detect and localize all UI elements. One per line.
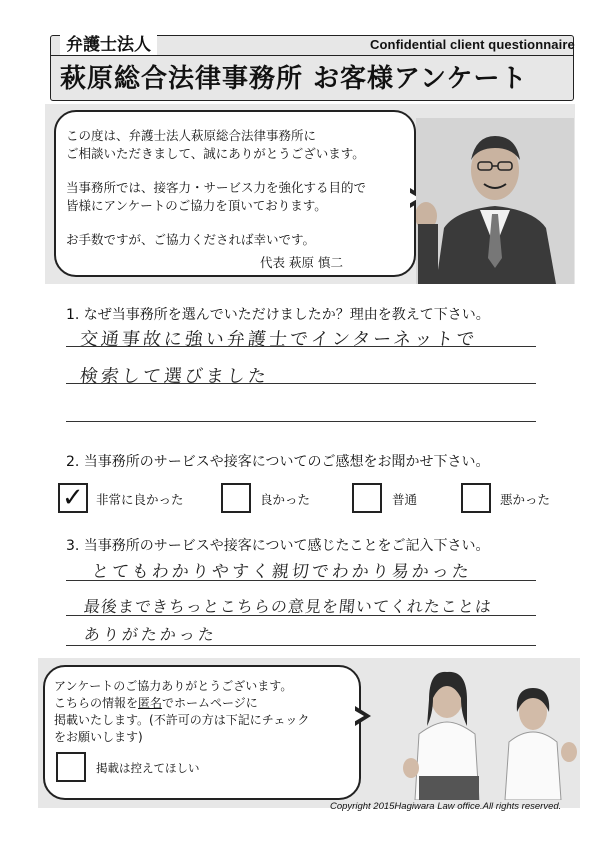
greeting-line: この度は、弁護士法人萩原総合法律事務所に — [66, 128, 317, 143]
question-2-title: 2. 当事務所のサービスや接客についてのご感想をお聞かせ下さい。 — [66, 454, 490, 470]
optout-checkbox[interactable] — [56, 752, 86, 782]
page-title: 萩原総合法律事務所 お客様アンケート — [60, 64, 528, 94]
footer-line: アンケートのご協力ありがとうございます。 — [54, 679, 293, 693]
copyright: Copyright 2015Hagiwara Law office.All rights reserved. — [330, 801, 562, 812]
answer-rule — [66, 346, 536, 347]
firm-type: 弁護士法人 — [60, 35, 157, 55]
answer-rule — [66, 383, 536, 384]
question-3-answer-line: ありがたかった — [82, 625, 218, 644]
option-good-label: 良かった — [260, 492, 311, 507]
bubble-tail-inner — [352, 709, 364, 723]
greeting-line: ご相談いただきまして、誠にありがとうございます。 — [66, 146, 365, 161]
option-very-good-label: 非常に良かった — [96, 492, 184, 507]
footer-line — [54, 696, 258, 711]
greeting-line: 皆様にアンケートのご協力を頂いております。 — [66, 198, 327, 213]
greeting-line: 当事務所では、接客力・サービス力を強化する目的で — [66, 180, 367, 195]
question-1-answer-line: 交通事故に強い弁護士でインターネットで — [78, 329, 479, 350]
footer-line: をお願いします) — [54, 730, 143, 744]
header-divider — [50, 55, 574, 56]
confidential-label: Confidential client questionnaire — [370, 37, 575, 52]
answer-rule — [66, 615, 536, 616]
question-3-answer-line: とてもわかりやすく親切でわかり易かった — [90, 562, 473, 582]
signature: 代表 萩原 慎二 — [260, 255, 343, 270]
footer-text: でホームページに — [162, 696, 258, 710]
representative-photo — [416, 118, 574, 284]
option-very-good-checkbox[interactable] — [58, 483, 88, 513]
anonymous-text: 匿名 — [138, 696, 163, 710]
question-1-title: 1. なぜ当事務所を選んでいただけましたか？理由を教えて下さい。 — [66, 307, 490, 323]
staff-photo — [395, 664, 577, 800]
answer-rule — [66, 421, 536, 422]
answer-rule — [66, 645, 536, 646]
option-good-checkbox[interactable] — [221, 483, 251, 513]
optout-label: 掲載は控えてほしい — [96, 761, 200, 775]
question-3-title: 3. 当事務所のサービスや接客について感じたことをご記入下さい。 — [66, 538, 490, 554]
answer-rule — [66, 580, 536, 581]
option-bad-checkbox[interactable] — [461, 483, 491, 513]
footer-text: こちらの情報を — [54, 696, 139, 710]
option-bad-label: 悪かった — [500, 492, 551, 507]
footer-line: 掲載いたします。(不許可の方は下記にチェック — [54, 713, 310, 727]
option-normal-label: 普通 — [392, 492, 418, 507]
question-3-answer-line: 最後まできちっとこちらの意見を聞いてくれたことは — [82, 597, 493, 616]
question-1-answer-line: 検索して選びました — [78, 366, 270, 387]
checkmark-icon: ✓ — [62, 483, 84, 513]
greeting-line: お手数ですが、ご協力くだされば幸いです。 — [66, 232, 316, 247]
option-normal-checkbox[interactable] — [352, 483, 382, 513]
